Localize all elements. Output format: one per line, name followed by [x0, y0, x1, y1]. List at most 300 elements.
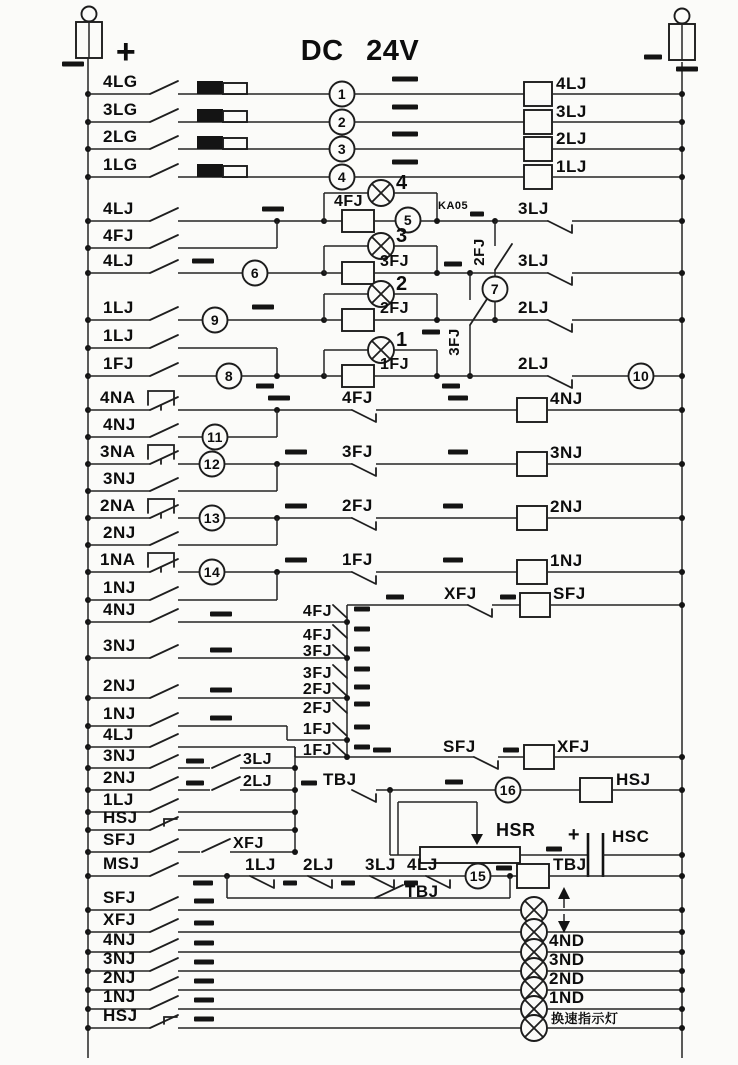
svg-text:+: + [115, 33, 137, 71]
terminal-dash [470, 212, 484, 217]
junction-dot [679, 317, 685, 323]
svg-text:1LJ: 1LJ [103, 298, 134, 317]
label [243, 751, 272, 768]
indicator-block-icon [197, 81, 247, 94]
label [233, 835, 264, 852]
no-contact-icon [150, 777, 178, 790]
svg-text:3LJ: 3LJ [365, 855, 396, 874]
circled-number [203, 425, 228, 450]
junction-dot [679, 569, 685, 575]
label [405, 882, 439, 901]
no-contact-icon [150, 977, 178, 990]
lamp-label-chinese [551, 1011, 619, 1026]
svg-text:1LG: 1LG [103, 155, 138, 174]
terminal-dash [676, 67, 698, 72]
terminal-dash [445, 780, 463, 785]
svg-text:2LJ: 2LJ [518, 298, 549, 317]
svg-text:2FJ: 2FJ [380, 300, 410, 317]
svg-text:3NJ: 3NJ [550, 443, 583, 462]
label [553, 584, 586, 603]
svg-text:13: 13 [203, 510, 221, 526]
label [446, 328, 463, 355]
up-arrow-icon [558, 887, 570, 899]
terminal-dash [503, 748, 519, 753]
nc-contact-icon [468, 605, 492, 617]
no-contact-icon [202, 839, 230, 852]
terminal-dash [444, 262, 462, 267]
nc-contact-icon [250, 876, 274, 888]
no-contact-icon [150, 478, 178, 491]
svg-text:12: 12 [203, 456, 221, 472]
svg-text:1FJ: 1FJ [380, 356, 410, 373]
no-contact-icon [212, 777, 240, 790]
no-contact-icon [150, 734, 178, 747]
label [334, 193, 363, 210]
svg-text:4FJ: 4FJ [302, 627, 332, 644]
circled-number [483, 277, 508, 302]
junction-dot [679, 787, 685, 793]
svg-text:换速指示灯: 换速指示灯 [551, 1011, 619, 1026]
svg-text:4FJ: 4FJ [103, 226, 134, 245]
svg-text:2LJ: 2LJ [556, 129, 587, 148]
svg-text:TBJ: TBJ [323, 770, 357, 789]
terminal-dash [354, 627, 370, 632]
label [103, 1006, 138, 1025]
svg-text:14: 14 [203, 564, 221, 580]
label [243, 773, 272, 790]
svg-text:DC 24V: DC 24V [300, 35, 420, 67]
svg-text:2NJ: 2NJ [103, 676, 136, 695]
nc-contact-icon [548, 376, 572, 388]
junction-dot [344, 695, 350, 701]
terminal-dash [285, 450, 307, 455]
label [380, 253, 409, 270]
svg-text:3NJ: 3NJ [103, 746, 136, 765]
terminal-dash [422, 330, 440, 335]
junction-dot [679, 218, 685, 224]
terminal-dash [194, 921, 214, 926]
label [103, 790, 134, 809]
diagram-title [301, 35, 420, 67]
terminal-dash [354, 667, 370, 672]
terminal-dash [386, 595, 404, 600]
label [549, 988, 585, 1007]
no-contact-icon [150, 897, 178, 910]
label [103, 100, 138, 119]
terminal-dash [285, 504, 307, 509]
lamp-icon [368, 180, 394, 206]
svg-text:TBJ: TBJ [405, 882, 439, 901]
svg-text:HSJ: HSJ [616, 770, 651, 789]
svg-text:4NJ: 4NJ [103, 415, 136, 434]
no-contact-icon [150, 839, 178, 852]
label [303, 721, 332, 738]
no-contact-icon [150, 939, 178, 952]
svg-text:1FJ: 1FJ [103, 354, 134, 373]
label [616, 770, 651, 789]
svg-text:3LJ: 3LJ [518, 251, 549, 270]
chain-contact-icon [333, 665, 347, 678]
label [556, 102, 587, 121]
svg-text:KA05: KA05 [438, 200, 469, 212]
no-contact-icon [150, 645, 178, 658]
label [612, 827, 649, 846]
terminal-dash [373, 748, 391, 753]
no-contact-icon [150, 307, 178, 320]
terminal-dash [62, 62, 84, 67]
label [342, 496, 373, 515]
svg-text:2FJ: 2FJ [342, 496, 373, 515]
terminal-dash [392, 160, 418, 165]
junction-dot [679, 929, 685, 935]
label [303, 627, 332, 644]
label [103, 725, 134, 744]
svg-text:3: 3 [337, 141, 347, 157]
label [438, 200, 468, 212]
svg-text:3NJ: 3NJ [103, 469, 136, 488]
svg-text:4FJ: 4FJ [302, 603, 332, 620]
junction-dot [679, 461, 685, 467]
label [103, 72, 138, 91]
svg-text:6: 6 [250, 265, 260, 281]
svg-text:2NA: 2NA [100, 496, 136, 515]
svg-text:1FJ: 1FJ [302, 721, 332, 738]
junction-dot [679, 949, 685, 955]
label [103, 930, 136, 949]
label [550, 551, 583, 570]
relay-coil [517, 864, 549, 888]
terminal-dash [500, 595, 516, 600]
junction-dot [434, 373, 440, 379]
label [568, 824, 580, 846]
svg-text:4NJ: 4NJ [103, 930, 136, 949]
label [471, 238, 488, 265]
label [556, 74, 587, 93]
terminal-dash [546, 847, 562, 852]
label [303, 855, 334, 874]
terminal-dash [392, 105, 418, 110]
svg-text:1FJ: 1FJ [342, 550, 373, 569]
nc-contact-icon [548, 320, 572, 332]
relay-coil [524, 110, 552, 134]
terminal-dash [341, 881, 355, 886]
svg-text:4FJ: 4FJ [334, 193, 364, 210]
label [342, 388, 373, 407]
relay-coil [580, 778, 612, 802]
relay-coil [342, 309, 374, 331]
relay-coil [517, 398, 547, 422]
chain-contact-icon [333, 723, 347, 736]
nc-contact-icon [352, 790, 376, 802]
svg-text:HSJ: HSJ [103, 808, 138, 827]
terminal-dash [448, 450, 468, 455]
junction-dot [292, 827, 298, 833]
terminal-dash [193, 881, 213, 886]
svg-text:9: 9 [210, 312, 220, 328]
label [556, 129, 587, 148]
polarity-plus [116, 33, 136, 71]
no-contact-icon [212, 755, 240, 768]
junction-dot [679, 968, 685, 974]
label [103, 854, 139, 873]
nc-contact-icon [352, 572, 376, 584]
svg-text:1LJ: 1LJ [103, 326, 134, 345]
label [396, 172, 408, 194]
junction-dot [679, 907, 685, 913]
no-contact-icon [150, 863, 178, 876]
svg-text:4LJ: 4LJ [556, 74, 587, 93]
nc-contact-icon [370, 876, 394, 888]
no-contact-icon [150, 363, 178, 376]
svg-text:4NJ: 4NJ [550, 389, 583, 408]
terminal-dash [186, 759, 204, 764]
relay-coil [342, 365, 374, 387]
junction-dot [434, 218, 440, 224]
svg-text:4LJ: 4LJ [103, 199, 134, 218]
indicator-block-icon [197, 109, 247, 122]
svg-text:3FJ: 3FJ [446, 328, 463, 356]
label [103, 768, 136, 787]
label [553, 855, 587, 874]
svg-text:2LG: 2LG [103, 127, 138, 146]
label [103, 127, 138, 146]
junction-dot [679, 1006, 685, 1012]
terminal-dash [283, 881, 297, 886]
no-contact-icon [150, 996, 178, 1009]
nc-contact-icon [352, 410, 376, 422]
svg-text:2FJ: 2FJ [302, 700, 332, 717]
terminal-dash [301, 781, 317, 786]
no-contact-icon [375, 885, 403, 898]
svg-text:4FJ: 4FJ [342, 388, 373, 407]
chain-contact-icon [333, 743, 347, 756]
circled-number [330, 165, 355, 190]
no-contact-icon [150, 587, 178, 600]
label [103, 199, 134, 218]
terminal-dash [210, 612, 232, 617]
svg-text:3LJ: 3LJ [518, 199, 549, 218]
svg-text:2: 2 [337, 114, 347, 130]
svg-text:4LG: 4LG [103, 72, 138, 91]
nc-contact-icon [548, 221, 572, 233]
terminal-dash [392, 132, 418, 137]
junction-dot [679, 873, 685, 879]
fuse-left-icon [76, 7, 102, 59]
svg-text:3LG: 3LG [103, 100, 138, 119]
svg-text:1: 1 [337, 86, 347, 102]
svg-text:+: + [567, 824, 581, 846]
terminal-dash [443, 504, 463, 509]
svg-text:2NJ: 2NJ [550, 497, 583, 516]
junction-dot [679, 407, 685, 413]
svg-text:MSJ: MSJ [103, 854, 140, 873]
svg-text:1NJ: 1NJ [103, 987, 136, 1006]
wiper-arrow-icon [471, 834, 483, 845]
svg-text:8: 8 [224, 368, 234, 384]
svg-text:2LJ: 2LJ [243, 773, 273, 790]
junction-dot [344, 655, 350, 661]
label [443, 737, 476, 756]
circled-number [330, 82, 355, 107]
label [396, 225, 408, 247]
chain-contact-icon [333, 605, 347, 618]
label [103, 155, 138, 174]
label [245, 855, 276, 874]
relay-coil [342, 262, 374, 284]
circled-number [243, 261, 268, 286]
terminal-dash [194, 1017, 214, 1022]
svg-text:2NJ: 2NJ [103, 768, 136, 787]
no-contact-icon [150, 424, 178, 437]
terminal-dash [194, 941, 214, 946]
no-contact-icon [150, 685, 178, 698]
capacitor-icon [588, 833, 603, 877]
svg-text:2NJ: 2NJ [103, 968, 136, 987]
junction-dot [344, 619, 350, 625]
terminal-dash [194, 998, 214, 1003]
svg-text:HSR: HSR [496, 820, 536, 840]
label [103, 326, 134, 345]
vertical-contact-icon [470, 299, 487, 325]
svg-text:2LJ: 2LJ [303, 855, 334, 874]
nc-contact-icon [308, 876, 332, 888]
svg-text:3FJ: 3FJ [342, 442, 373, 461]
junction-dot [292, 765, 298, 771]
svg-text:1: 1 [396, 329, 408, 351]
label [103, 830, 136, 849]
svg-text:1FJ: 1FJ [302, 742, 332, 759]
junction-dot [434, 317, 440, 323]
svg-text:3: 3 [396, 225, 408, 247]
svg-text:5: 5 [403, 212, 413, 228]
terminal-dash [194, 899, 214, 904]
label [380, 356, 409, 373]
svg-text:3ND: 3ND [549, 950, 585, 969]
no-contact-icon [150, 235, 178, 248]
junction-dot [679, 91, 685, 97]
no-contact-icon [150, 799, 178, 812]
label [103, 949, 136, 968]
relay-coil [524, 137, 552, 161]
relay-coil [524, 82, 552, 106]
junction-dot [679, 119, 685, 125]
terminal-dash [443, 558, 463, 563]
terminal-dash [448, 396, 468, 401]
svg-text:2: 2 [396, 273, 408, 295]
svg-text:2FJ: 2FJ [471, 238, 488, 266]
indicator-block-icon [197, 164, 247, 177]
label [103, 469, 136, 488]
circled-number [466, 864, 491, 889]
label [396, 273, 408, 295]
label [103, 968, 136, 987]
label [303, 665, 332, 682]
label [103, 987, 136, 1006]
label [100, 388, 136, 407]
svg-text:4: 4 [396, 172, 408, 194]
label [103, 636, 136, 655]
label [103, 298, 134, 317]
relay-coil [524, 165, 552, 189]
junction-dot [679, 174, 685, 180]
label [550, 389, 583, 408]
svg-text:3LJ: 3LJ [243, 751, 273, 768]
label [444, 584, 477, 603]
label [549, 950, 585, 969]
label [303, 681, 332, 698]
svg-text:15: 15 [469, 868, 487, 884]
label [103, 888, 136, 907]
svg-text:4NA: 4NA [100, 388, 136, 407]
label [518, 354, 549, 373]
label [407, 855, 438, 874]
svg-text:11: 11 [207, 429, 223, 445]
circled-number [330, 137, 355, 162]
terminal-dash [442, 384, 460, 389]
svg-text:2NJ: 2NJ [103, 523, 136, 542]
junction-dot [679, 515, 685, 521]
label [103, 676, 136, 695]
label [549, 969, 585, 988]
svg-text:XFJ: XFJ [557, 737, 590, 756]
label [550, 497, 583, 516]
svg-text:10: 10 [632, 368, 650, 384]
terminal-dash [210, 648, 232, 653]
lamp-icon [521, 1015, 547, 1041]
junction-dot [434, 270, 440, 276]
label [100, 550, 136, 569]
svg-text:1ND: 1ND [549, 988, 585, 1007]
label [518, 199, 549, 218]
svg-text:1NJ: 1NJ [103, 578, 136, 597]
svg-text:1LJ: 1LJ [103, 790, 134, 809]
svg-text:4LJ: 4LJ [407, 855, 438, 874]
label [103, 523, 136, 542]
label [496, 820, 536, 840]
svg-text:2LJ: 2LJ [518, 354, 549, 373]
junction-dot [292, 849, 298, 855]
svg-text:1NJ: 1NJ [550, 551, 583, 570]
nc-contact-icon [352, 464, 376, 476]
relay-coil [520, 593, 550, 617]
no-contact-icon [150, 335, 178, 348]
junction-dot [679, 373, 685, 379]
relay-coil [517, 452, 547, 476]
svg-text:1NA: 1NA [100, 550, 136, 569]
no-contact-icon [150, 136, 178, 149]
no-contact-icon [150, 81, 178, 94]
svg-text:3LJ: 3LJ [556, 102, 587, 121]
svg-text:2ND: 2ND [549, 969, 585, 988]
terminal-dash [354, 607, 370, 612]
svg-text:SFJ: SFJ [443, 737, 476, 756]
svg-text:1NJ: 1NJ [103, 704, 136, 723]
svg-text:TBJ: TBJ [553, 855, 587, 874]
label [103, 600, 136, 619]
svg-text:XFJ: XFJ [103, 910, 136, 929]
label [103, 808, 138, 827]
polarity-minus [644, 55, 662, 60]
svg-text:16: 16 [499, 782, 517, 798]
label [100, 496, 136, 515]
circled-number [217, 364, 242, 389]
circled-number [629, 364, 654, 389]
label [103, 354, 134, 373]
terminal-dash [194, 979, 214, 984]
terminal-dash [210, 716, 232, 721]
terminal-dash [186, 781, 204, 786]
label [380, 300, 409, 317]
